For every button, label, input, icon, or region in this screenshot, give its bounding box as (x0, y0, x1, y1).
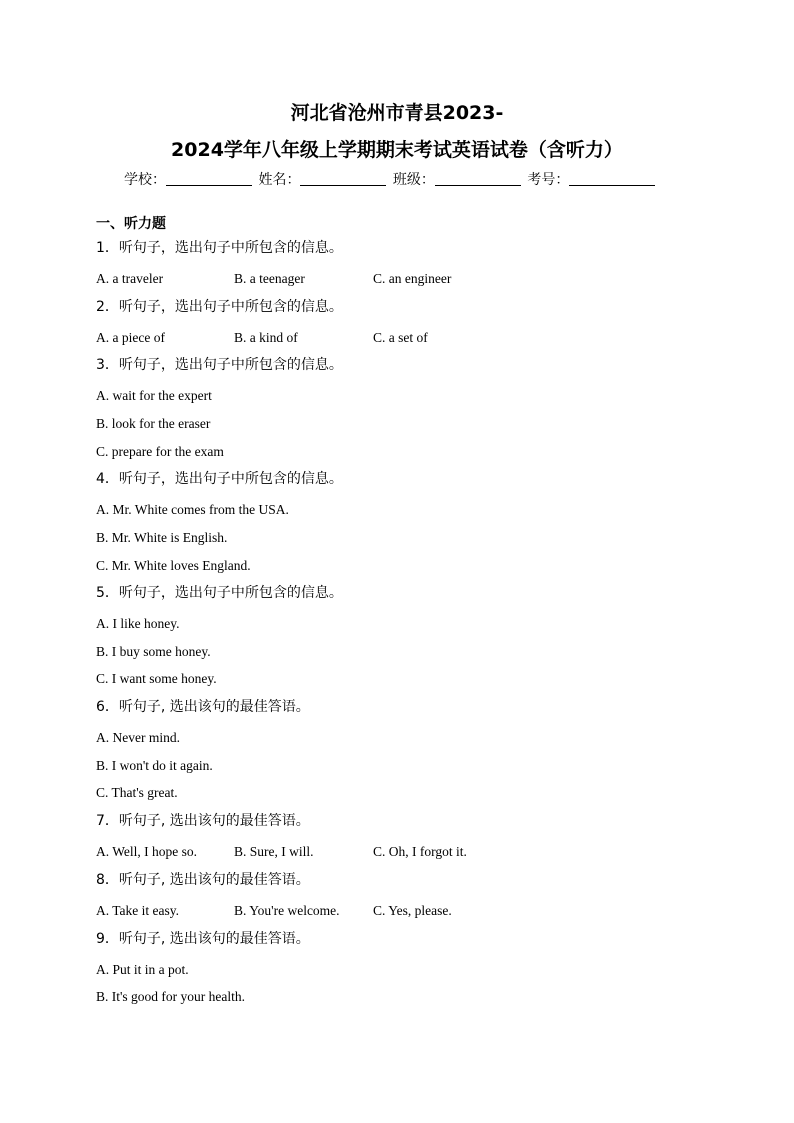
option-b: B. You're welcome. (234, 903, 340, 918)
question-stem: 4．听句子，选出句子中所包含的信息。 (96, 471, 343, 487)
student-info-row (124, 170, 657, 190)
option-c: C. I want some honey. (96, 671, 217, 686)
exam-title-line-1: 河北省沧州市青县2023- (290, 102, 504, 124)
class-label: 班级： (392, 172, 435, 188)
question-stem: 5．听句子，选出句子中所包含的信息。 (96, 585, 343, 601)
option-a: A. a traveler (96, 271, 164, 286)
question-stem: 9．听句子, 选出该句的最佳答语。 (96, 931, 310, 947)
option-a: A. Mr. White comes from the USA. (96, 502, 289, 517)
option-a: A. Never mind. (96, 730, 180, 745)
option-c: C. an engineer (373, 271, 452, 286)
option-c: C. Yes, please. (373, 903, 452, 918)
option-b: B. Sure, I will. (234, 844, 314, 859)
name-blank[interactable] (300, 171, 386, 186)
option-a: A. Put it in a pot. (96, 962, 189, 977)
question-stem: 3．听句子，选出句子中所包含的信息。 (96, 357, 343, 373)
option-a: A. Well, I hope so. (96, 844, 198, 859)
option-a: A. I like honey. (96, 616, 180, 631)
school-blank[interactable] (166, 171, 252, 186)
exam-title-line-2: 2024学年八年级上学期期末考试英语试卷（含听力） (171, 139, 623, 161)
option-b: B. I won't do it again. (96, 758, 213, 773)
question-stem: 6．听句子, 选出该句的最佳答语。 (96, 699, 310, 715)
option-a: A. wait for the expert (96, 388, 212, 403)
name-label: 姓名： (258, 172, 301, 188)
school-label: 学校： (124, 172, 166, 188)
question-stem: 7．听句子, 选出该句的最佳答语。 (96, 813, 310, 829)
option-b: B. I buy some honey. (96, 644, 211, 659)
option-c: C. prepare for the exam (96, 444, 224, 459)
exam-number-label: 考号： (527, 172, 570, 188)
option-b: B. Mr. White is English. (96, 530, 228, 545)
exam-number-blank[interactable] (569, 171, 655, 186)
option-a: A. Take it easy. (96, 903, 180, 918)
class-blank[interactable] (435, 171, 521, 186)
option-b: B. a teenager (234, 271, 305, 286)
option-b: B. look for the eraser (96, 416, 211, 431)
option-c: C. That's great. (96, 785, 178, 800)
question-stem: 8．听句子, 选出该句的最佳答语。 (96, 872, 310, 888)
option-c: C. a set of (373, 330, 428, 345)
section-heading: 一、听力题 (96, 216, 166, 232)
option-c: C. Mr. White loves England. (96, 558, 251, 573)
question-stem: 1．听句子，选出句子中所包含的信息。 (96, 240, 343, 256)
option-a: A. a piece of (96, 330, 165, 345)
option-c: C. Oh, I forgot it. (373, 844, 467, 859)
question-stem: 2．听句子，选出句子中所包含的信息。 (96, 299, 343, 315)
option-b: B. It's good for your health. (96, 989, 246, 1004)
option-b: B. a kind of (234, 330, 298, 345)
